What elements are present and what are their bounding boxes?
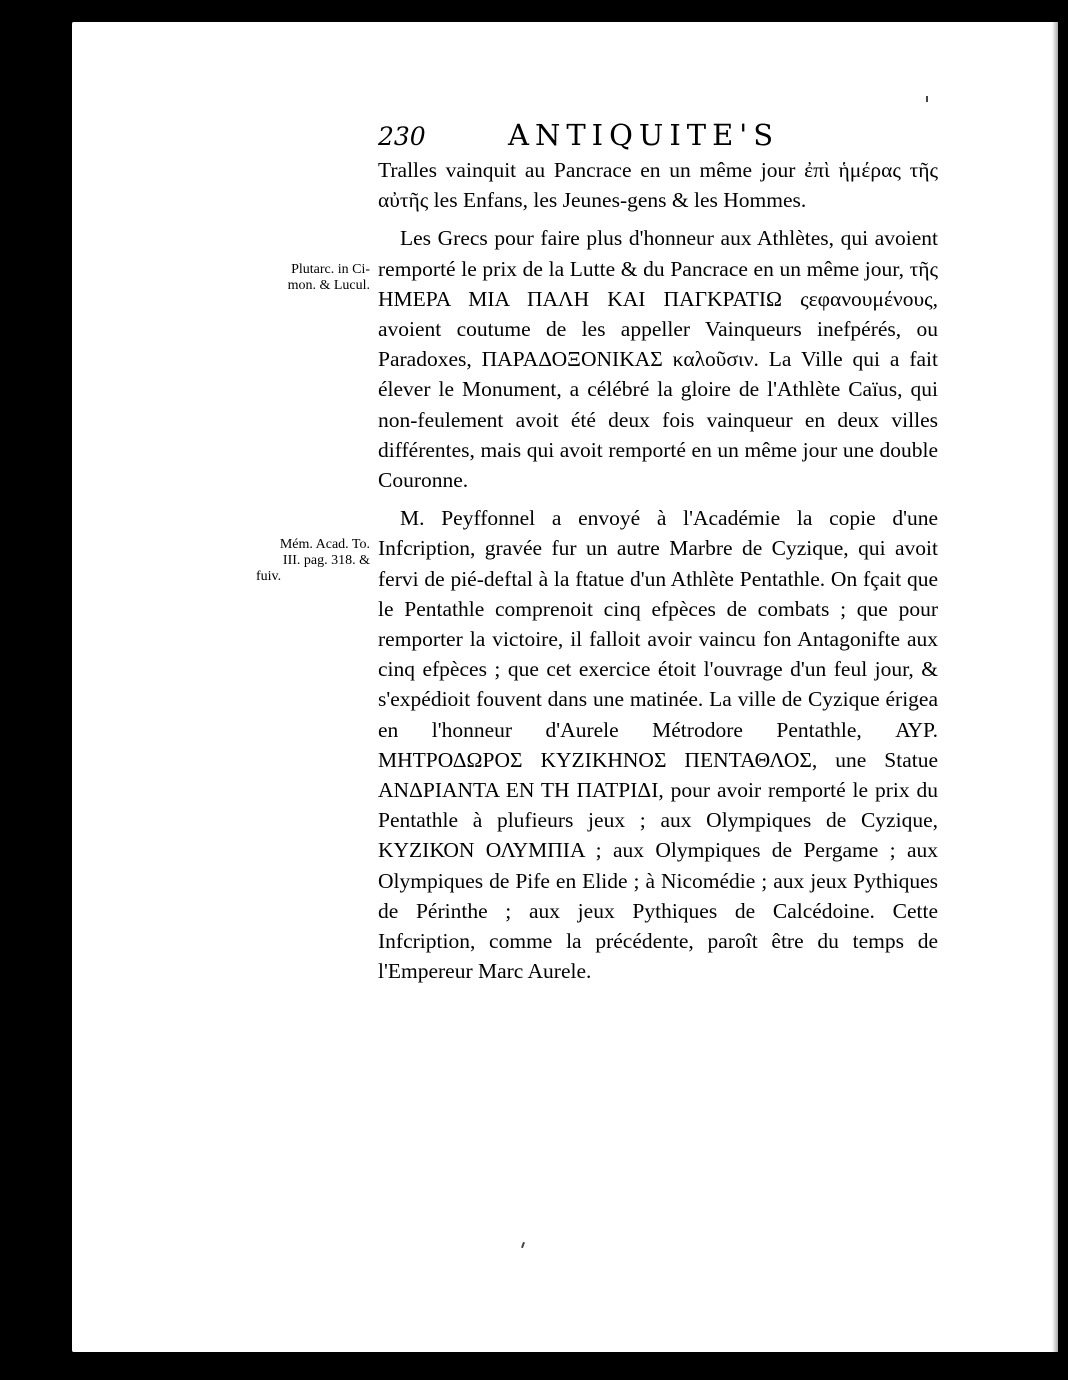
paragraph-tralles: Tralles vainquit au Pancrace en un même jour ἐπὶ ἡμέρας τῆς αὐτῆς les Enfans, les Jeunes-gens & les Hommes. (378, 158, 938, 213)
ink-mark (926, 96, 928, 102)
margin-note-memoires (230, 537, 370, 585)
page-edge (1052, 22, 1058, 1352)
page-number: 230 (378, 122, 426, 151)
margin-note-plutarch (230, 262, 370, 294)
paragraph-grecs: Les Grecs pour faire plus d'honneur aux Athlètes, qui avoient remporté le prix de la Lutte & du Pancrace en un même jour, τῆς ΗΜΕΡΑ ΜΙΑ ΠΑΛΗ ΚΑΙ ΠΑΓΚΡΑΤΙΩ ςεφανουμένους, avoient coutume de les appeller Vainqueurs inefpérés, ou Paradoxes, ΠΑΡΑΔΟΞΟΝΙΚΑΣ καλοῦσιν. La Ville qui a fait élever le Monument, a célébré la gloire de l'Athlète Caïus, qui non-feulement avoit été deux fois vainqueur en deux villes différentes, mais qui avoit remporté en un même jour une double Couronne. (378, 226, 938, 493)
main-text (378, 155, 938, 986)
margin-note-line: III. pag. 318. & (282, 553, 370, 568)
running-title: ANTIQUITE'S (508, 118, 780, 152)
margin-note-line: Mém. Acad. To. (279, 537, 370, 552)
margin-note-line: Plutarc. in Ci- (291, 262, 370, 277)
paragraph-peyssonnel: M. Peyffonnel a envoyé à l'Académie la copie d'une Infcription, gravée fur un autre Marbre de Cyzique, qui avoit fervi de pié-deftal à la ftatue d'un Athlète Pentathle. On fçait que le Pentathle comprenoit cinq efpèces de combats ; que pour remporter la victoire, il falloit avoir vaincu fon Antagonifte aux cinq efpèces ; que cet exercice étoit l'ouvrage d'un feul jour, & s'expédioit fouvent dans une matinée. La ville de Cyzique érigea en l'honneur d'Aurele Métrodore Pentathle, ΑΥΡ. ΜΗΤΡΟΔΩΡΟΣ ΚΥΖΙΚΗΝΟΣ ΠΕΝΤΑΘΛΟΣ, une Statue ΑΝΔΡΙΑΝΤΑ ΕΝ ΤΗ ΠΑΤΡΙΔΙ, pour avoir remporté le prix du Pentathle à plufieurs jeux ; aux Olympiques de Cyzique, ΚΥΖΙΚΟΝ ΟΛΥΜΠΙΑ ; aux Olympiques de Pergame ; aux Olympiques de Pife en Elide ; à Nicomédie ; aux jeux Pythiques de Périnthe ; aux jeux Pythiques de Calcédoine. Cette Infcription, comme la précédente, paroît être du temps de l'Empereur Marc Aurele. (378, 506, 938, 984)
margin-note-line: fuiv. (256, 569, 282, 584)
margin-note-line: mon. & Lucul. (287, 278, 370, 293)
page-header (378, 118, 938, 154)
